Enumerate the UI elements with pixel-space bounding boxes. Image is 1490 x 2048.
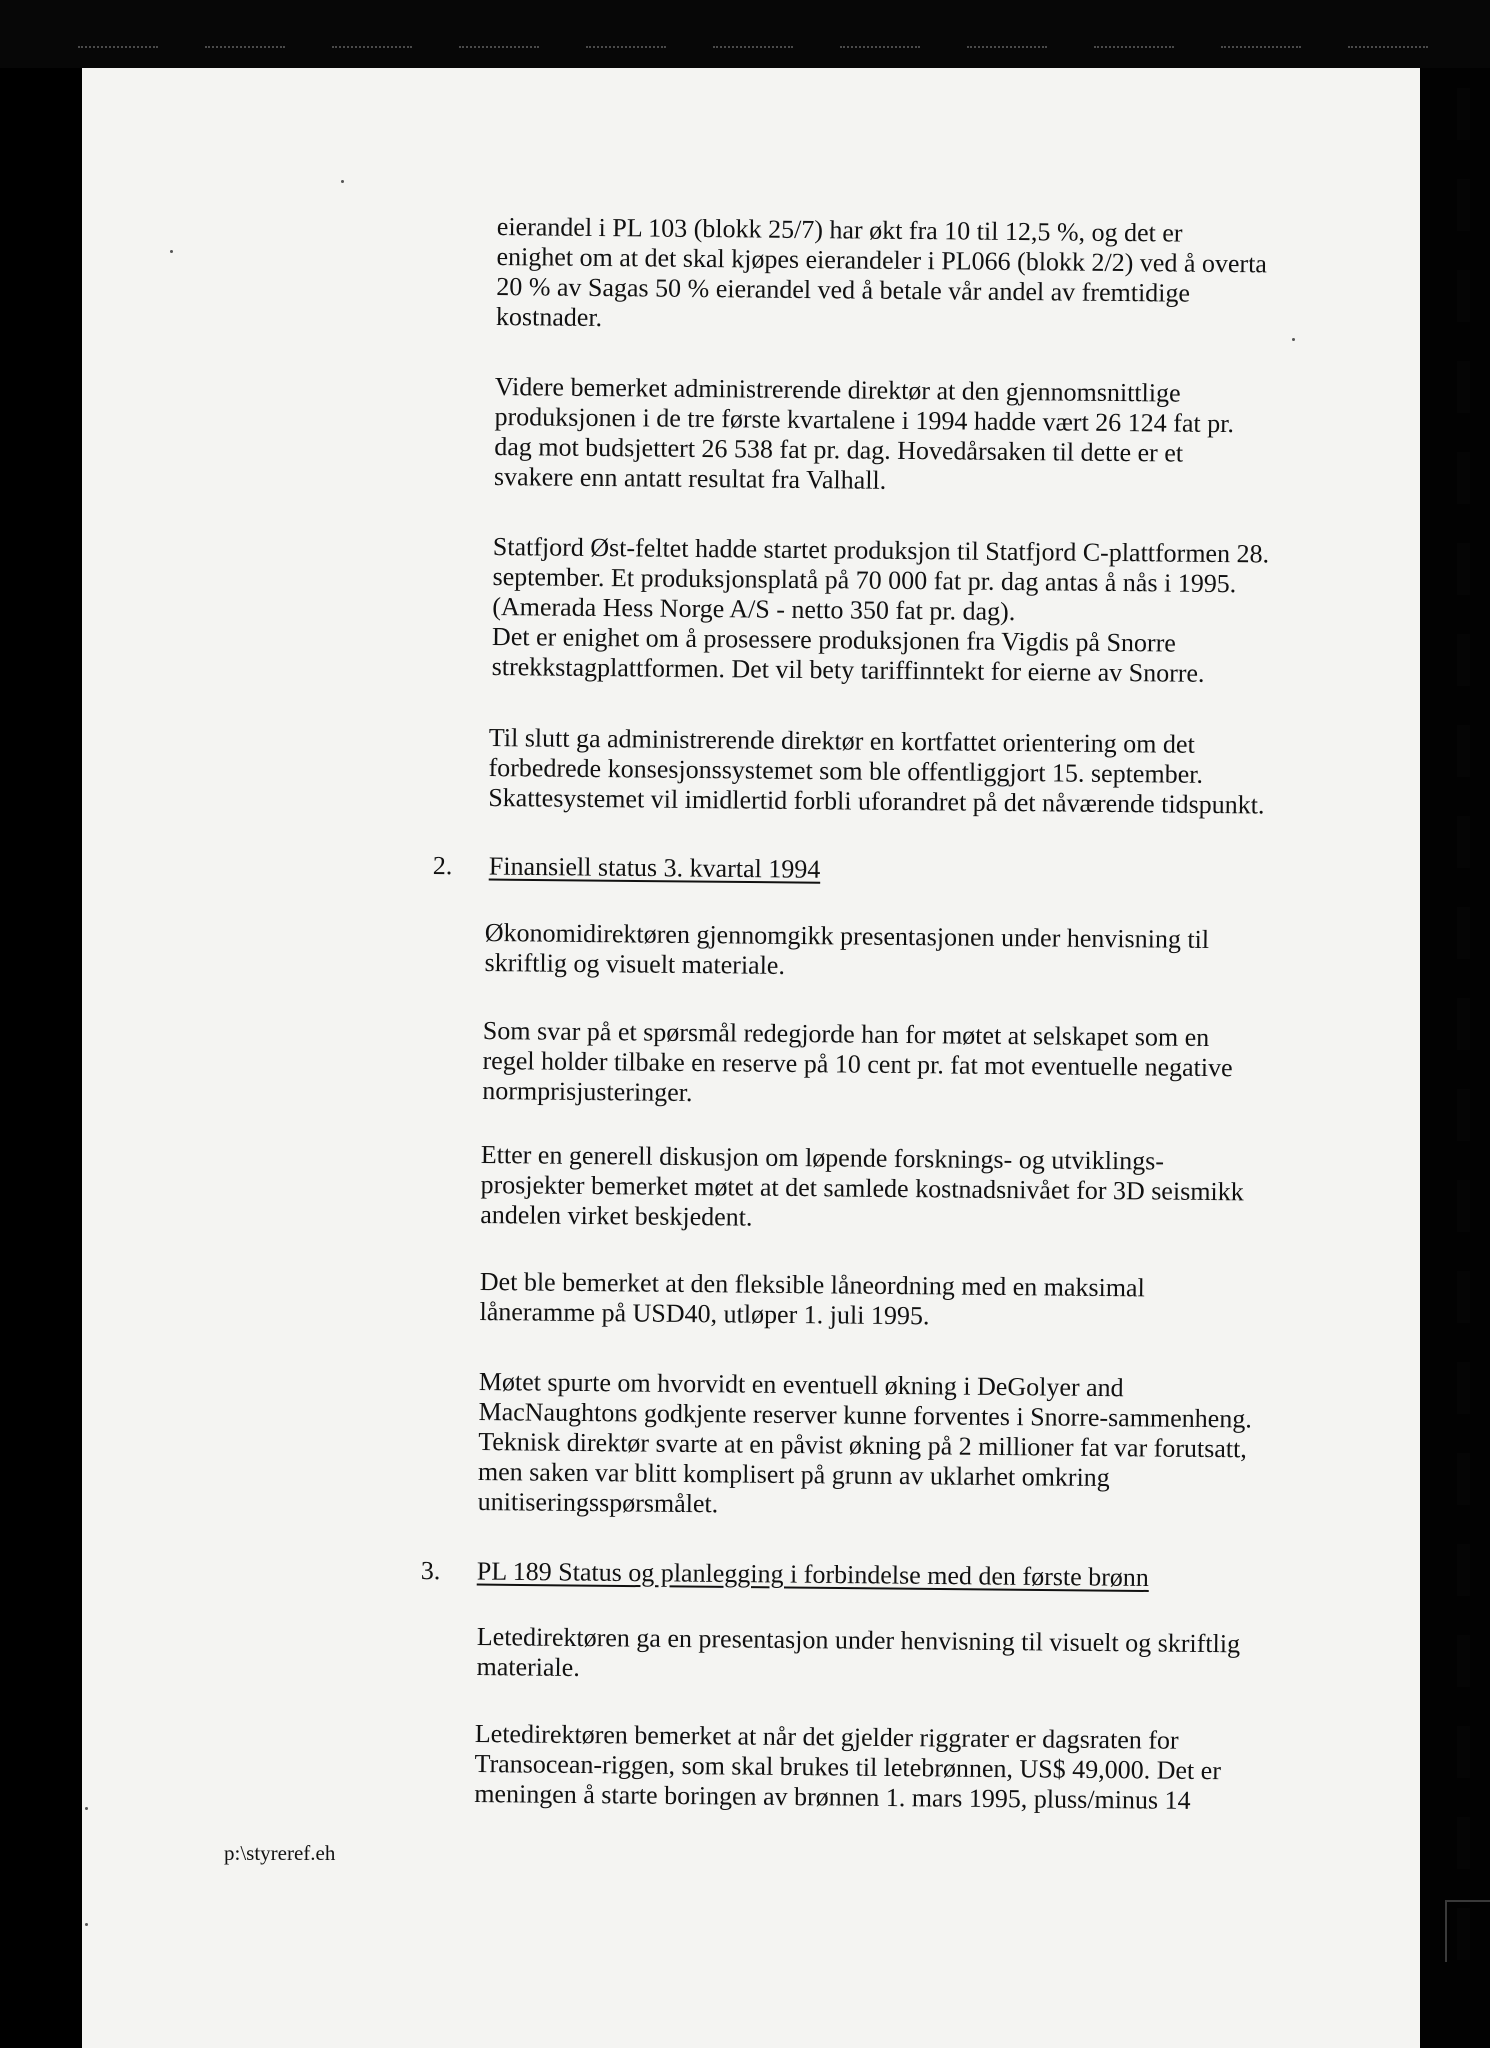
film-mark [1094,46,1174,52]
section-number: 3. [420,1556,441,1586]
paragraph: Statfjord Øst-feltet hadde startet produksjon til Statfjord C-plattformen 28. september. Et produksjonsplatå på 70 000 fat pr. dag antas å nås i 1995. (Amerada Hess Norge A/S - netto 350 fat pr. dag). Det er enighet om å prosessere produksjonen fra Vigdis på Snorre strekkstagplattformen. Det vil bety tariffinntekt for eierne av Snorre. [491,532,1270,688]
scan-speck [1292,338,1295,341]
paragraph: Økonomidirektøren gjennomgikk presentasjonen under henvisning til skriftlig og visuelt materiale. [484,918,1210,980]
film-mark [205,46,285,52]
margin-bar [1457,816,1470,868]
margin-bar [1457,270,1470,322]
margin-bar [1457,1817,1470,1869]
margin-bar [1457,1362,1470,1414]
margin-bar [1457,1453,1470,1505]
film-mark [1348,46,1428,52]
margin-bar [1457,361,1470,413]
section-title: PL 189 Status og planlegging i forbindelse med den første brønn [476,1556,1150,1592]
film-mark [713,46,793,52]
paragraph: eierandel i PL 103 (blokk 25/7) har økt fra 10 til 12,5 %, og det er enighet om at det skal kjøpes eierandeler i PL066 (blokk 2/2) ved å overta 20 % av Sagas 50 % eierandel ved å betale vår andel av fremtidige kostnader. [495,212,1268,333]
scan-speck [85,1923,88,1926]
scan-speck [170,250,173,253]
margin-bar [1457,1544,1470,1596]
margin-bar [1457,179,1470,231]
margin-bar [1457,1635,1470,1687]
paragraph: Letedirektøren ga en presentasjon under henvisning til visuelt og skriftlig materiale. [476,1622,1241,1682]
paragraph: Videre bemerket administrerende direktør at den gjennomsnittlige produksjonen i de tre første kvartalene i 1994 hadde vært 26 124 fat pr. dag mot budsjettert 26 538 fat pr. dag. Hovedårsaken til dette er et svakere enn antatt resultat fra Valhall. [493,372,1235,495]
margin-bar [1457,452,1470,504]
film-mark [332,46,412,52]
scan-speck [341,180,344,183]
section-heading [433,851,821,885]
margin-bar [1457,1908,1470,1960]
paragraph: Møtet spurte om hvorvidt en eventuell økning i DeGolyer and MacNaughtons godkjente reserver kunne forventes i Snorre-sammenheng. Teknisk direktør svarte at en påvist økning på 2 millioner fat var forutsatt, men saken var blitt komplisert på grunn av uklarhet omkring unitiseringsspørsmålet. [477,1367,1252,1519]
film-mark [1221,46,1301,52]
margin-bar [1457,543,1470,595]
paragraph: Etter en generell diskusjon om løpende forsknings- og utviklings- prosjekter bemerket møtet at det samlede kostnadsnivået for 3D seismikk andelen virket beskjedent. [480,1140,1244,1232]
margin-bar [1457,725,1470,777]
film-mark [459,46,539,52]
margin-bar [1457,634,1470,686]
paragraph: Letedirektøren bemerket at når det gjelder riggrater er dagsraten for Transocean-riggen, som skal brukes til letebrønnen, US$ 49,000. Det er meningen å starte boringen av brønnen 1. mars 1995, pluss/minus 14 [474,1719,1222,1815]
section-number: 2. [432,851,453,881]
scan-top-border [0,0,1490,68]
margin-bar [1457,1726,1470,1778]
film-mark [840,46,920,52]
file-path-footer: p:\styreref.eh [224,1841,336,1865]
scan-right-border [1420,68,1490,2048]
section-title: Finansiell status 3. kvartal 1994 [488,851,821,884]
margin-bar [1457,907,1470,959]
margin-bar [1457,1271,1470,1323]
paragraph: Som svar på et spørsmål redegjorde han for møtet at selskapet som en regel holder tilbake en reserve på 10 cent pr. fat mot eventuelle negative normprisjusteringer. [482,1016,1233,1108]
paragraph: Det ble bemerket at den fleksible låneordning med en maksimal låneramme på USD40, utløper 1. juli 1995. [479,1267,1145,1331]
scan-speck [85,1807,88,1810]
margin-bar [1457,88,1470,140]
film-mark [586,46,666,52]
margin-bar [1457,998,1470,1050]
film-mark [78,46,158,52]
margin-bar [1457,1180,1470,1232]
paragraph: Til slutt ga administrerende direktør en kortfattet orientering om det forbedrede konsesjonssystemet som ble offentliggjort 15. september. Skattesystemet vil imidlertid forbli uforandret på det nåværende tidspunkt. [488,723,1265,820]
film-mark [967,46,1047,52]
margin-bar [1457,1089,1470,1141]
